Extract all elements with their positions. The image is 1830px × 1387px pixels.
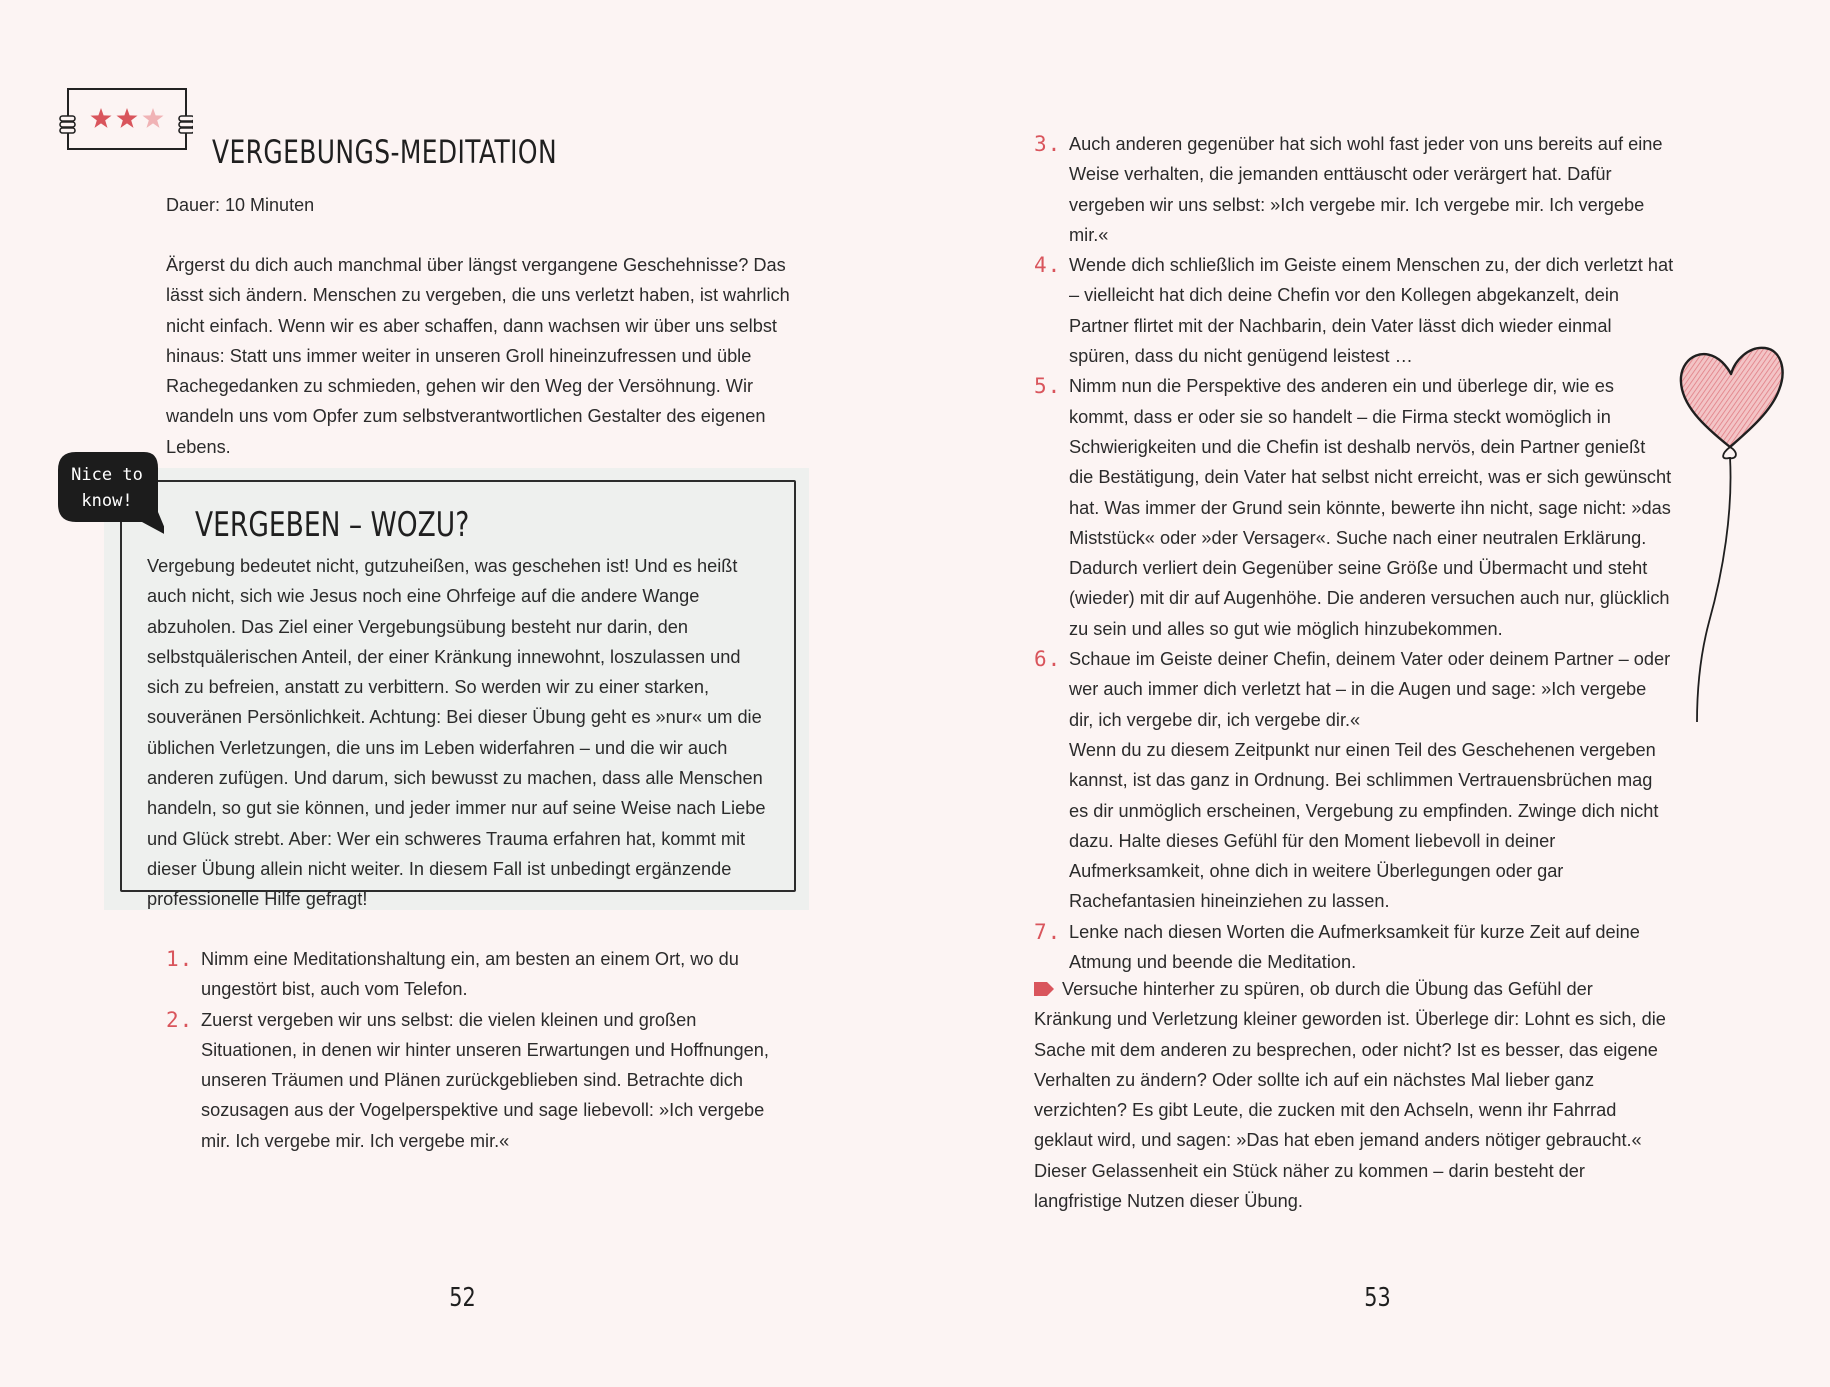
note-text: Versuche hinterher zu spüren, ob durch die Übung das Gefühl der Kränkung und Verletzung kleiner geworden ist. Überlege dir: Lohnt es sich, die Sache mit dem anderen zu besprechen, oder nicht? Ist es besser, das eigene Verhalten zu ändern? Oder sollte ich auf ein nächstes Mal lieber ganz verzichten? Es gibt Leute, die zucken mit den Achseln, wenn ihr Fahrrad geklaut wird, und sagen: »Das hat eben jemand anders nötiger gebraucht.« Dieser Gelassenheit ein Stück näher zu kommen – darin besteht der langfristige Nutzen dieser Übung. (1034, 979, 1666, 1212)
steps-list-right (1034, 129, 1674, 977)
step-number: 1. (166, 947, 194, 971)
nice-to-know-label (62, 462, 152, 514)
list-item (1034, 129, 1674, 250)
step-number: 2. (166, 1007, 194, 1032)
list-item (166, 944, 796, 1005)
difficulty-sign (58, 86, 193, 152)
step-text: Nimm eine Meditationshaltung ein, am besten an einem Ort, wo du ungestört bist, auch vom Telefon. (201, 949, 739, 1000)
duration-label: Dauer: 10 Minuten (166, 195, 315, 215)
page-number-right: 53 (1364, 1283, 1391, 1313)
hand-icon (60, 116, 75, 133)
star-icon (91, 108, 112, 128)
step-text: Nimm nun die Perspektive des anderen ein und überlege dir, wie es kommt, dass er oder sie so handelt – die Firma steckt womöglich in Schwierigkeiten und die Chefin ist deshalb nervös, dein Partner genießt die Bestätigung, dein Vater hat selbst nicht erreicht, was er sich gewünscht hat. Was immer der Grund sein könnte, bewerte ihn nicht, sage nicht: »das Miststück« oder »der Versager«. Suche nach einer neutralen Erklärung. Dadurch verliert dein Gegenüber seine Größe und Übermacht und steht (wieder) mit dir auf Augenhöhe. Die anderen versuchen auch nur, glücklich zu sein und alles so gut wie möglich hinzubekommen. (1069, 376, 1672, 639)
list-item (1034, 644, 1674, 917)
step-text: Wende dich schließlich im Geiste einem Menschen zu, der dich verletzt hat – vielleicht hat dich deine Chefin vor den Kollegen abgekanzelt, dein Partner flirtet mit der Nachbarin, dein Vater lässt dich wieder einmal spüren, dass du nicht genügend leistest … (1069, 255, 1674, 367)
hand-icon (179, 116, 193, 133)
list-item (1034, 371, 1674, 644)
step-text: Schaue im Geiste deiner Chefin, deinem Vater oder deinem Partner – oder wer auch immer dich verletzt hat – in die Augen und sage: »Ich vergebe dir, ich vergebe dir, ich vergebe dir.« (1069, 649, 1671, 730)
step-number: 6. (1034, 647, 1062, 672)
star-icon (117, 108, 138, 128)
page-number-left: 52 (449, 1283, 476, 1313)
bubble-line-1: Nice to (71, 465, 143, 485)
step-text: Lenke nach diesen Worten die Aufmerksamkeit für kurze Zeit auf deine Atmung und beende die Meditation. (1069, 921, 1640, 973)
list-item (1034, 250, 1674, 371)
star-icon (143, 108, 164, 128)
list-item (166, 1005, 796, 1156)
step-extra-text: Wenn du zu diesem Zeitpunkt nur einen Teil des Geschehenen vergeben kannst, ist das ganz in Ordnung. Bei schlimmen Vertrauensbrüchen mag es dir unmöglich erscheinen, Vergebung zu empfinden. Zwinge dich nicht dazu. Halte dieses Gefühl für den Moment liebevoll in deiner Aufmerksamkeit, ohne dich in weitere Überlegungen oder gar Rachefantasien hineinziehen zu lassen. (1069, 739, 1659, 912)
list-item (1034, 917, 1674, 978)
intro-paragraph: Ärgerst du dich auch manchmal über längst vergangene Geschehnisse? Das lässt sich ändern. Menschen zu vergeben, die uns verletzt haben, ist wahrlich nicht einfach. Wenn wir es aber schaffen, dann wachsen wir über uns selbst hinaus: Statt uns immer weiter in unseren Groll hineinzufressen und üble Rachegedanken zu schmieden, gehen wir den Weg der Versöhnung. Wir wandeln uns vom Opfer zum selbstverantwortlichen Gestalter des eigenen Lebens. (166, 255, 790, 457)
step-number: 3. (1034, 132, 1062, 156)
arrow-tag-icon (1034, 982, 1054, 996)
step-number: 4. (1034, 253, 1062, 278)
step-text: Auch anderen gegenüber hat sich wohl fast jeder von uns bereits auf eine Weise verhalten, die jemanden enttäuscht oder verärgert hat. Dafür vergeben wir uns selbst: »Ich vergebe mir. Ich vergebe mir. Ich vergebe mir.« (1069, 134, 1663, 245)
step-number: 5. (1034, 374, 1062, 399)
steps-list-left (166, 944, 796, 1156)
step-number: 7. (1034, 919, 1062, 944)
box-title: VERGEBEN – WOZU? (195, 505, 470, 545)
heart-balloon-icon (1675, 342, 1785, 727)
closing-note (1034, 974, 1674, 1216)
box-text: Vergebung bedeutet nicht, gutzuheißen, was geschehen ist! Und es heißt auch nicht, sich wie Jesus noch eine Ohrfeige auf die andere Wange abzuholen. Das Ziel einer Vergebungsübung besteht nur darin, den selbstquälerischen Anteil, der einer Kränkung innewohnt, loszulassen und sich zu befreien, anstatt zu verbittern. So werden wir zu einer starken, souveränen Persönlichkeit. Achtung: Bei dieser Übung geht es »nur« um die üblichen Verletzungen, die uns im Leben widerfahren – und die wir auch anderen zufügen. Und darum, sich bewusst zu machen, dass alle Menschen handeln, so gut sie können, und jeder immer nur auf seine Weise nach Liebe und Glück strebt. Aber: Wer ein schweres Trauma erfahren hat, kommt mit dieser Übung allein nicht weiter. In diesem Fall ist unbedingt ergänzende professionelle Hilfe gefragt! (147, 556, 766, 910)
page-title: VERGEBUNGS-MEDITATION (212, 133, 558, 172)
step-text: Zuerst vergeben wir uns selbst: die vielen kleinen und großen Situationen, in denen wir hinter unseren Erwartungen und Hoffnungen, unseren Träumen und Plänen zurückgeblieben sind. Betrachte dich sozusagen aus der Vogelperspektive und sage liebevoll: »Ich vergebe mir. Ich vergebe mir. Ich vergebe mir.« (201, 1009, 769, 1151)
bubble-line-2: know! (81, 491, 133, 511)
